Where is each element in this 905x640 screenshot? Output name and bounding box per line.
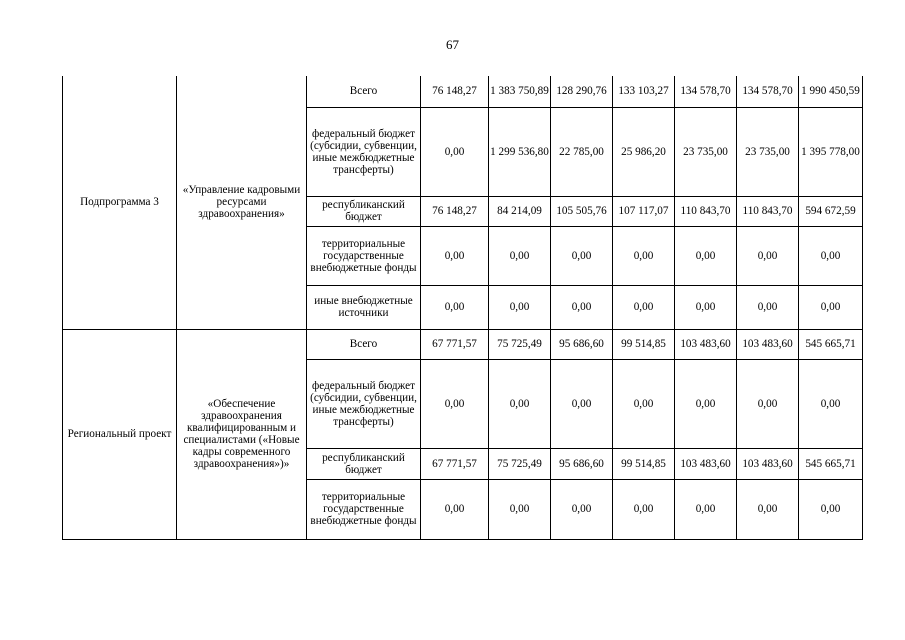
value-cell: 0,00 [799, 226, 863, 285]
value-cell: 134 578,70 [675, 76, 737, 107]
table-row [63, 76, 863, 107]
value-cell: 545 665,71 [799, 329, 863, 359]
source-label: иные внебюджетные источники [307, 285, 421, 329]
value-cell: 107 117,07 [613, 196, 675, 226]
source-label: Всего [307, 329, 421, 359]
value-cell: 0,00 [551, 479, 613, 539]
value-cell: 0,00 [737, 285, 799, 329]
value-cell: 134 578,70 [737, 76, 799, 107]
value-cell: 0,00 [421, 285, 489, 329]
value-cell: 594 672,59 [799, 196, 863, 226]
source-label: территориальные государственные внебюджетные фонды [307, 226, 421, 285]
value-cell: 0,00 [551, 226, 613, 285]
value-cell: 25 986,20 [613, 107, 675, 196]
value-cell: 1 299 536,80 [489, 107, 551, 196]
value-cell: 0,00 [551, 359, 613, 448]
source-label: территориальные государственные внебюджетные фонды [307, 479, 421, 539]
value-cell: 76 148,27 [421, 76, 489, 107]
value-cell: 67 771,57 [421, 448, 489, 479]
section-name: Подпрограмма 3 [63, 76, 177, 329]
value-cell: 128 290,76 [551, 76, 613, 107]
value-cell: 0,00 [675, 285, 737, 329]
value-cell: 1 990 450,59 [799, 76, 863, 107]
value-cell: 545 665,71 [799, 448, 863, 479]
value-cell: 0,00 [675, 359, 737, 448]
value-cell: 75 725,49 [489, 329, 551, 359]
value-cell: 0,00 [613, 359, 675, 448]
value-cell: 0,00 [737, 226, 799, 285]
value-cell: 103 483,60 [737, 329, 799, 359]
value-cell: 1 395 778,00 [799, 107, 863, 196]
table-row [63, 329, 863, 359]
value-cell: 103 483,60 [675, 448, 737, 479]
value-cell: 0,00 [421, 107, 489, 196]
value-cell: 0,00 [675, 479, 737, 539]
value-cell: 0,00 [551, 285, 613, 329]
budget-table [62, 76, 863, 540]
value-cell: 0,00 [489, 226, 551, 285]
value-cell: 0,00 [675, 226, 737, 285]
page-number: 67 [446, 37, 459, 52]
section-name: Региональный проект [63, 329, 177, 539]
value-cell: 0,00 [613, 285, 675, 329]
value-cell: 0,00 [421, 479, 489, 539]
value-cell: 76 148,27 [421, 196, 489, 226]
value-cell: 23 735,00 [737, 107, 799, 196]
source-label: Всего [307, 76, 421, 107]
value-cell: 0,00 [489, 359, 551, 448]
value-cell: 0,00 [737, 479, 799, 539]
value-cell: 22 785,00 [551, 107, 613, 196]
value-cell: 0,00 [799, 285, 863, 329]
source-label: федеральный бюджет (субсидии, субвенции, иные межбюджетные трансферты) [307, 359, 421, 448]
section-title: «Управление кадровыми ресурсами здравоохранения» [177, 76, 307, 329]
source-label: республиканский бюджет [307, 196, 421, 226]
value-cell: 0,00 [489, 479, 551, 539]
value-cell: 0,00 [421, 226, 489, 285]
value-cell: 0,00 [799, 359, 863, 448]
source-label: республиканский бюджет [307, 448, 421, 479]
value-cell: 0,00 [799, 479, 863, 539]
value-cell: 99 514,85 [613, 329, 675, 359]
value-cell: 103 483,60 [675, 329, 737, 359]
section-title: «Обеспечение здравоохранения квалифицированным и специалистами («Новые кадры современного здравоохранения»)» [177, 329, 307, 539]
value-cell: 67 771,57 [421, 329, 489, 359]
value-cell: 103 483,60 [737, 448, 799, 479]
value-cell: 0,00 [421, 359, 489, 448]
value-cell: 95 686,60 [551, 329, 613, 359]
value-cell: 0,00 [489, 285, 551, 329]
value-cell: 0,00 [613, 479, 675, 539]
source-label: федеральный бюджет (субсидии, субвенции, иные межбюджетные трансферты) [307, 107, 421, 196]
value-cell: 84 214,09 [489, 196, 551, 226]
value-cell: 105 505,76 [551, 196, 613, 226]
value-cell: 75 725,49 [489, 448, 551, 479]
value-cell: 23 735,00 [675, 107, 737, 196]
value-cell: 99 514,85 [613, 448, 675, 479]
value-cell: 110 843,70 [675, 196, 737, 226]
value-cell: 95 686,60 [551, 448, 613, 479]
value-cell: 0,00 [737, 359, 799, 448]
value-cell: 133 103,27 [613, 76, 675, 107]
value-cell: 1 383 750,89 [489, 76, 551, 107]
value-cell: 110 843,70 [737, 196, 799, 226]
value-cell: 0,00 [613, 226, 675, 285]
